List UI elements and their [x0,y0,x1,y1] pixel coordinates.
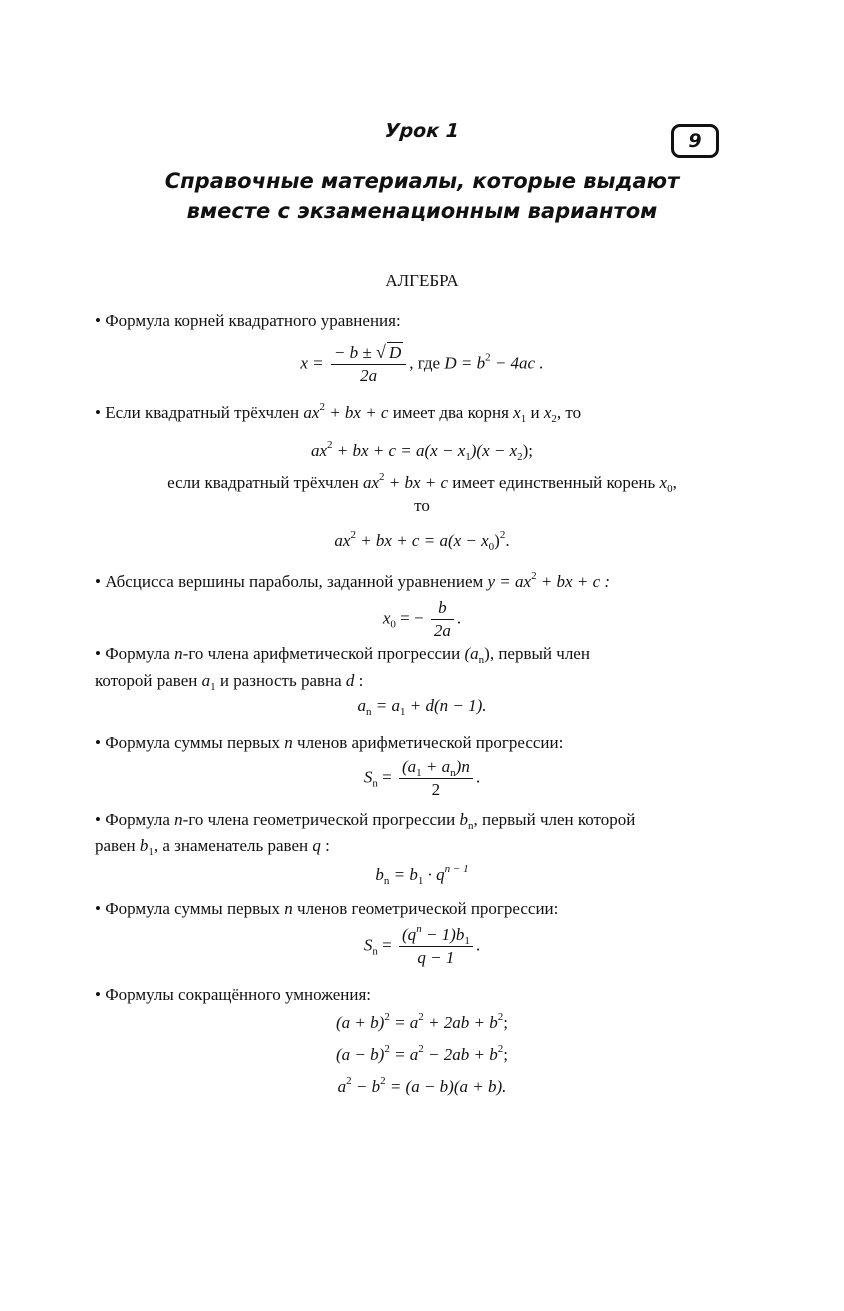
quadratic-roots-fraction: $\frac{- b \pm √ D}{2a}$ [331,342,406,387]
factorization-then: то [414,496,430,515]
short-mult-square-sum: $(a + b)^2 = a^2 + 2ab + b^2$; [336,1011,508,1032]
geom-nth-text-1: • Формула n-го члена геометрической прогрессии $b_n$, первый член которой [95,810,636,832]
quadratic-roots-text: • Формула корней квадратного уравнения: [95,311,401,330]
factorization-text-2: если квадратный трёхчлен $ax^2$ + bx + c имеет единственный корень $x_0$, [167,471,677,495]
page-title [0,166,844,226]
short-mult-text: • Формулы сокращённого умножения: [95,985,372,1004]
arith-sum-fraction: $\frac{(a_1 + a_n)n}{2}$ [399,756,473,801]
geom-sum-fraction: $\frac{(q^n - 1)b_1}{q - 1}$ [399,924,473,969]
factorization-formula-one-root: $ax^2$ + bx + $c = a(x - x_0)^2$. [334,529,510,553]
arith-sum-formula: $S_n$ = $\frac{(a_1 + a_n)n}{2}$ . [363,757,481,799]
short-mult-square-difference: $(a - b)^2 = a^2 - 2ab + b^2$; [336,1043,508,1064]
geom-nth-text-2: равен $b_1$, а знаменатель равен q : [95,836,330,858]
arith-sum-text: • Формула суммы первых n членов арифметической прогрессии: [95,733,564,752]
geom-sum-formula: $S_n$ = $\frac{(q^n - 1)b_1}{q - 1}$ . [363,923,481,967]
arith-nth-formula: $a_n = a_1 + d(n - 1)$. [357,696,487,718]
page-title-line-1: Справочные материалы, которые выдают [164,169,680,193]
geom-sum-text: • Формула суммы первых n членов геометрической прогрессии: [95,899,559,918]
factorization-formula-two-roots: $ax^2$ + bx + $c = a(x - x_1)(x - x_2)$; [310,439,534,463]
vertex-formula: $x_0$ = − $\frac{b}{2a}$ . [382,598,462,640]
vertex-text: • Абсцисса вершины параболы, заданной уравнением $y = ax^2$ + bx + c : [95,570,611,591]
arith-nth-text-1: • Формула n-го члена арифметической прогрессии $(a_n)$, первый член [95,644,590,666]
factorization-text-1: • Если квадратный трёхчлен $ax^2$ + bx + c имеет два корня $x_1$ и $x_2$, то [95,401,582,425]
page-title-line-2: вместе с экзаменационным вариантом [186,199,658,223]
geom-nth-formula: $b_n = b_1 \cdot q^{n - 1}$ [375,863,469,887]
quadratic-roots-formula: x = $\frac{- b \pm √ D}{2a}$ , где $D = b^2 - 4ac$ . [0,342,844,387]
section-heading: АЛГЕБРА [385,271,459,290]
page-number-badge: 9 [671,124,719,158]
arith-nth-text-2: которой равен $a_1$ и разность равна d : [95,671,364,693]
lesson-label: Урок 1 [384,120,460,142]
short-mult-difference-of-squares: $a^2 - b^2 = (a - b)(a + b)$. [337,1075,507,1096]
vertex-fraction: $\frac{b}{2a}$ [431,597,454,642]
